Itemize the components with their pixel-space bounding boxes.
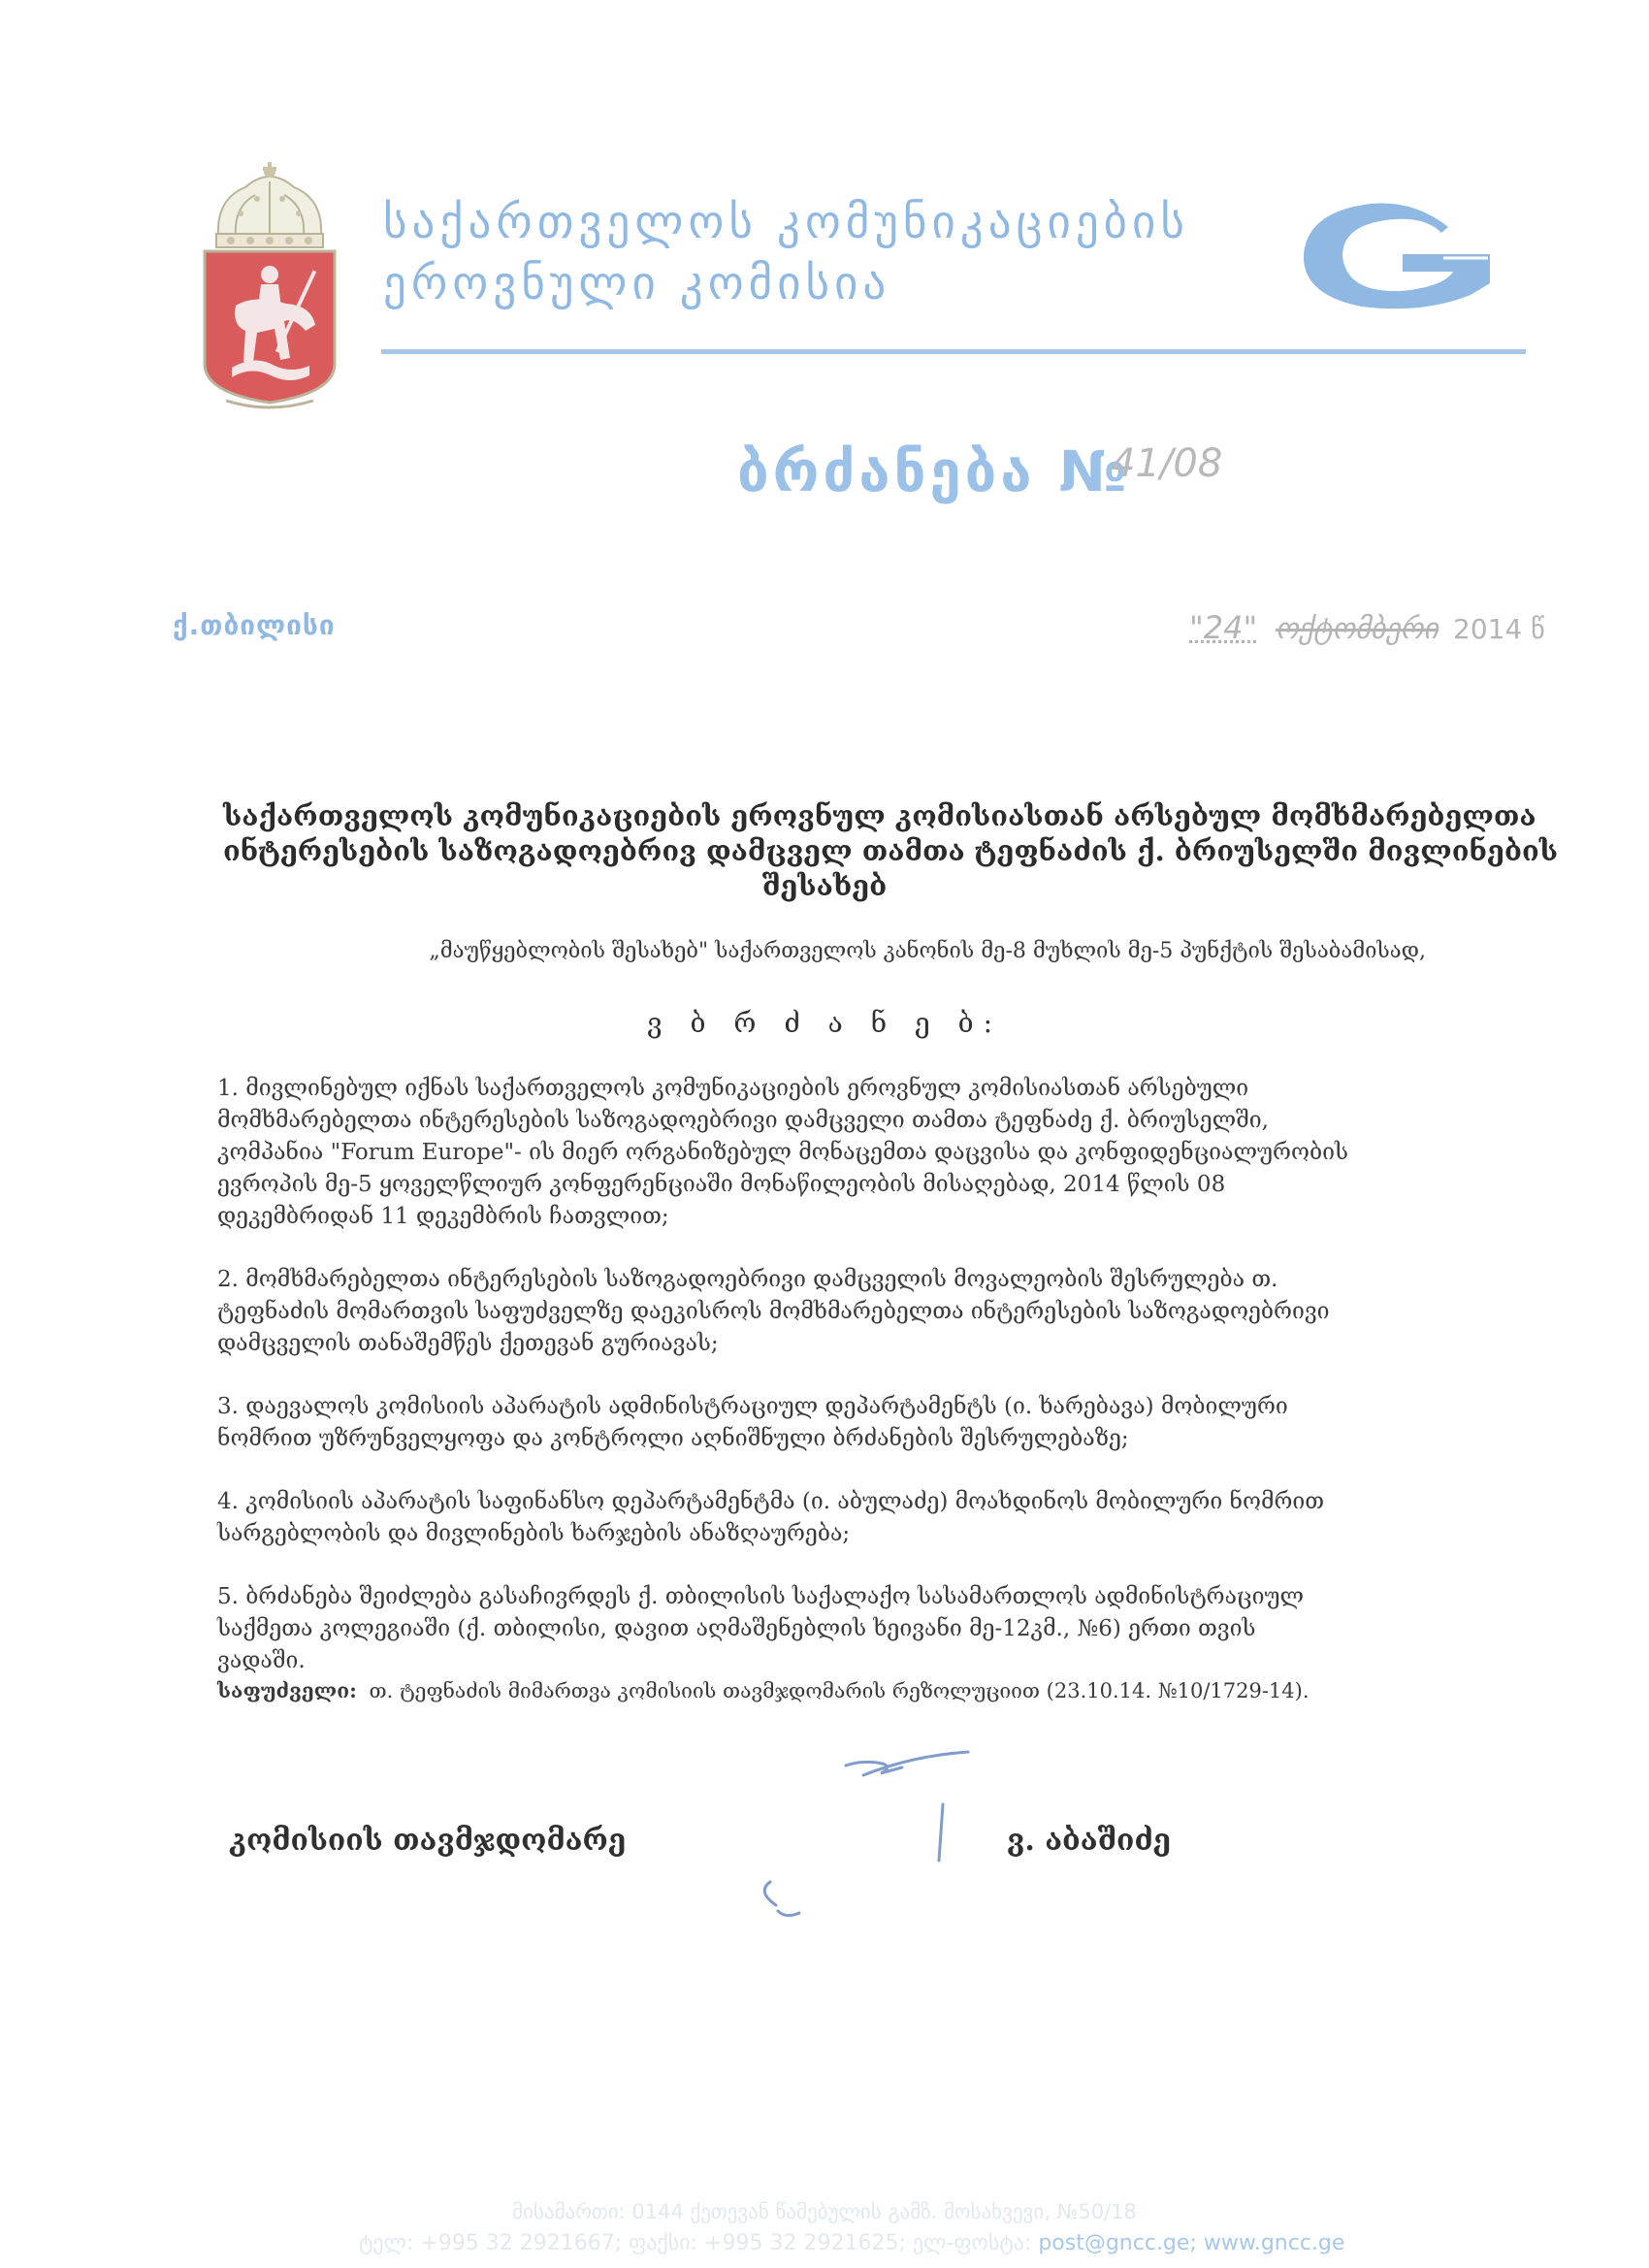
order-point-5 (217, 1581, 1505, 1677)
footer-contacts (359, 2231, 1344, 2255)
legal-basis: „მაუწყებლობის შესახებ" საქართველოს კანონის მე-8 მუხლის მე-5 პუნქტის შესაბამისად, (429, 939, 1426, 963)
date-year: 2014 წ (1453, 613, 1545, 645)
basis-note (217, 1678, 1310, 1702)
point-line: 5. ბრძანება შეიძლება გასაჩივრდეს ქ. თბილისის საქალაქო სასამართლოს ადმინისტრაციულ (217, 1584, 1305, 1609)
georgia-coat-of-arms-icon (197, 160, 342, 412)
footer-email-label: ელ-ფოსტა: (912, 2231, 1032, 2255)
point-line: დეკემბრიდან 11 დეკემბრის ჩათვლით; (217, 1204, 669, 1229)
organization-name-line-1: საქართველოს კომუნიკაციების (383, 196, 1189, 249)
point-line: 1. მივლინებულ იქნას საქართველოს კომუნიკაციების ეროვნულ კომისიასთან არსებული (217, 1076, 1249, 1101)
city-label: ქ.თბილისი (173, 609, 336, 641)
point-line: ვადაში. (217, 1648, 306, 1673)
point-line: საქმეთა კოლეგიაში (ქ. თბილისი, დავით აღმაშენებლის ხეივანი მე-12კმ., №6) ერთი თვის (217, 1616, 1256, 1641)
point-line: ნომრით უზრუნველყოფა და კონტროლი აღნიშნული ბრძანების შესრულებაზე; (217, 1426, 1129, 1451)
organization-name-line-2: ეროვნული კომისია (383, 257, 891, 310)
orders-heading: ვ ბ რ ძ ა ნ ე ბ: (646, 1007, 1003, 1039)
gncc-logo-icon (1298, 194, 1492, 315)
signer-name: ვ. აბაშიძე (1007, 1824, 1172, 1858)
footer-phone: ტელ: +995 32 2921667; ფაქსი: +995 32 2921625; (359, 2231, 906, 2255)
date-month: ოქტომბერი (1276, 612, 1439, 646)
point-line: სარგებლობის და მივლინების ხარჯების ანაზღაურება; (217, 1521, 851, 1546)
subject-line-1: საქართველოს კომუნიკაციების ეროვნულ კომისიასთან არსებულ მომხმარებელთა (223, 799, 1536, 832)
point-line: ტეფნაძის მომართვის საფუძველზე დაეკისროს მომხმარებელთა ინტერესების საზოგადოებრივი (217, 1299, 1330, 1324)
order-title: ბრძანება № (737, 438, 1131, 504)
footer-website-link[interactable]: www.gncc.ge (1203, 2231, 1345, 2255)
basis-text: თ. ტეფნაძის მიმართვა კომისიის თავმჯდომარის რეზოლუციით (23.10.14. №10/1729-14). (369, 1679, 1310, 1702)
order-date (1185, 609, 1545, 646)
order-point-1 (217, 1073, 1505, 1233)
subject-line-2: ინტერესების საზოგადოებრივ დამცველ თამთა ტეფნაძის ქ. ბრიუსელში მივლინების (223, 834, 1559, 867)
footer-address: მისამართი: 0144 ქეთევან წამებულის გამზ. მოსახვევი, №50/18 (512, 2200, 1137, 2223)
point-line: 4. კომისიის აპარატის საფინანსო დეპარტამენტმა (ი. აბულაძე) მოახდინოს მობილური ნომრით (217, 1489, 1325, 1514)
order-point-4 (217, 1486, 1505, 1550)
order-subject (223, 798, 1559, 903)
subject-line-3: შესახებ (761, 869, 888, 902)
basis-label: საფუძველი: (217, 1678, 357, 1702)
point-line: მომხმარებელთა ინტერესების საზოგადოებრივი დამცველი თამთა ტეფნაძე ქ. ბრიუსელში, (217, 1108, 1269, 1133)
point-line: 2. მომხმარებელთა ინტერესების საზოგადოებრივი დამცველის მოვალეობის შესრულება თ. (217, 1267, 1278, 1292)
header-divider (381, 349, 1526, 354)
handwritten-signature (718, 1746, 970, 1921)
point-line: კომპანია "Forum Europe"- ის მიერ ორგანიზებულ მონაცემთა დაცვისა და კონფიდენციალურობის (217, 1140, 1348, 1165)
order-point-2 (217, 1264, 1505, 1360)
footer-email-link[interactable]: post@gncc.ge; (1038, 2231, 1197, 2255)
order-points (217, 1073, 1505, 1708)
point-line: ევროპის მე-5 ყოველწლიურ კონფერენციაში მონაწილეობის მისაღებად, 2014 წლის 08 (217, 1172, 1226, 1197)
signer-title: კომისიის თავმჯდომარე (229, 1824, 627, 1858)
point-line: 3. დაევალოს კომისიის აპარატის ადმინისტრაციულ დეპარტამენტს (ი. ხარებავა) მობილური (217, 1394, 1288, 1419)
point-line: დამცველის თანაშემწეს ქეთევან გურიავას; (217, 1331, 719, 1356)
order-point-3 (217, 1391, 1505, 1455)
date-day: "24" (1189, 609, 1258, 646)
order-number: 41/08 (1111, 441, 1223, 486)
